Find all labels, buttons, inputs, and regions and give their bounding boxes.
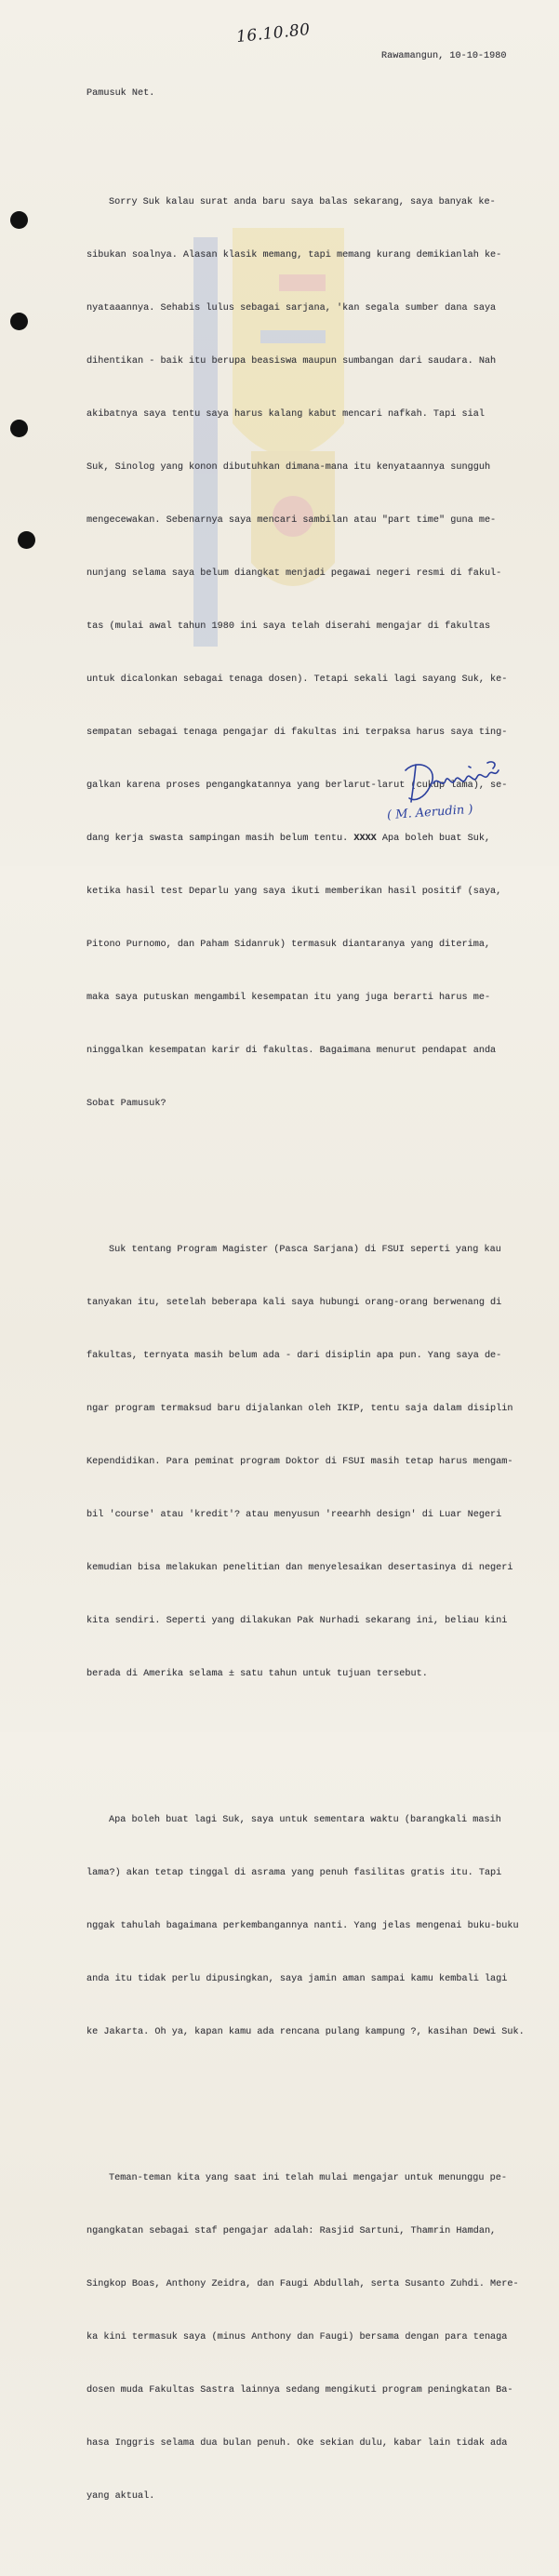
letter-line: Kependidikan. Para peminat program Doktor di FSUI masih tetap harus mengam- — [87, 1457, 513, 1467]
letter-line: Suk tentang Program Magister (Pasca Sarjana) di FSUI seperti yang kau — [109, 1245, 501, 1255]
letter-line: Singkop Boas, Anthony Zeidra, dan Faugi Abdullah, serta Susanto Zuhdi. Mere- — [87, 2279, 519, 2289]
letter-line: akibatnya saya tentu saya harus kalang kabut mencari nafkah. Tapi sial — [87, 409, 485, 420]
letter-line: ngar program termaksud baru dijalankan oleh IKIP, tentu saja dalam disiplin — [87, 1404, 513, 1414]
letter-line: Sorry Suk kalau surat anda baru saya balas sekarang, saya banyak ke- — [109, 197, 496, 207]
letter-line: Sobat Pamusuk? — [87, 1099, 166, 1109]
struck-out-text: XXXX — [353, 834, 377, 844]
letter-line: ketika hasil test Deparlu yang saya ikuti memberikan hasil positif (saya, — [87, 887, 502, 897]
punch-hole — [10, 313, 28, 330]
letter-line: bil 'course' atau 'kredit'? atau menyusun 'reearhh design' di Luar Negeri — [87, 1510, 502, 1520]
letter-line: maka saya putuskan mengambil kesempatan itu yang juga berarti harus me- — [87, 993, 491, 1003]
handwritten-signature — [391, 752, 516, 809]
punch-hole — [10, 420, 28, 437]
letter-line: mengecewakan. Sebenarnya saya mencari sambilan atau "part time" guna me- — [87, 515, 497, 526]
letter-line: ke Jakarta. Oh ya, kapan kamu ada rencana pulang kampung ?, kasihan Dewi Suk. — [87, 2027, 525, 2037]
line-segment: Apa boleh buat Suk, — [376, 834, 491, 844]
paragraph-2 — [87, 1206, 542, 1718]
letter-line: sempatan sebagai tenaga pengajar di fakultas ini terpaksa harus saya ting- — [87, 727, 508, 738]
letter-line: berada di Amerika selama ± satu tahun untuk tujuan tersebut. — [87, 1669, 428, 1679]
letter-body — [87, 105, 542, 2576]
letter-line: lama?) akan tetap tinggal di asrama yang penuh fasilitas gratis itu. Tapi — [87, 1868, 502, 1878]
letter-line: dihentikan - baik itu berupa beasiswa maupun sumbangan dari saudara. Nah — [87, 356, 497, 367]
salutation: Pamusuk Net. — [87, 88, 155, 99]
place-date: Rawamangun, 10-10-1980 — [381, 51, 507, 61]
letter-line: Apa boleh buat lagi Suk, saya untuk sementara waktu (barangkali masih — [109, 1815, 501, 1825]
paragraph-4 — [87, 2134, 542, 2541]
letter-line: Pitono Purnomo, dan Paham Sidanruk) termasuk diantaranya yang diterima, — [87, 940, 491, 950]
letter-line: yang aktual. — [87, 2491, 155, 2502]
letter-line: dosen muda Fakultas Sastra lainnya sedang mengikuti program peningkatan Ba- — [87, 2385, 513, 2396]
letter-line: hasa Inggris selama dua bulan penuh. Oke sekian dulu, kabar lain tidak ada — [87, 2438, 508, 2449]
letter-line: tanyakan itu, setelah beberapa kali saya hubungi orang-orang berwenang di — [87, 1298, 502, 1308]
letter-line: nyataaannya. Sehabis lulus sebagai sarjana, 'kan segala sumber dana saya — [87, 303, 497, 314]
letter-line: ka kini termasuk saya (minus Anthony dan Faugi) bersama dengan para tenaga — [87, 2332, 508, 2342]
letter-line: ngangkatan sebagai staf pengajar adalah: Rasjid Sartuni, Thamrin Hamdan, — [87, 2226, 497, 2236]
letter-line: Suk, Sinolog yang konon dibutuhkan dimana-mana itu kenyataannya sungguh — [87, 462, 491, 473]
letter-line: Teman-teman kita yang saat ini telah mulai mengajar untuk menunggu pe- — [109, 2173, 507, 2183]
letter-line: ninggalkan kesempatan karir di fakultas. Bagaimana menurut pendapat anda — [87, 1046, 497, 1056]
handwritten-date-note: 16.10.80 — [235, 20, 312, 47]
signature-printed-name: ( M. Aerudin ) — [386, 802, 473, 823]
letter-line: nunjang selama saya belum diangkat menjadi pegawai negeri resmi di fakul- — [87, 568, 502, 579]
letter-line-with-strikeout — [87, 830, 542, 848]
punch-hole — [18, 531, 35, 549]
letter-line: anda itu tidak perlu dipusingkan, saya jamin aman sampai kamu kembali lagi — [87, 1974, 508, 1984]
paragraph-3 — [87, 1776, 542, 2076]
punch-hole — [10, 211, 28, 229]
letter-line: fakultas, ternyata masih belum ada - dari disiplin apa pun. Yang saya de- — [87, 1351, 502, 1361]
letter-line: untuk dicalonkan sebagai tenaga dosen). Tetapi sekali lagi sayang Suk, ke- — [87, 674, 508, 685]
letter-line: kemudian bisa melakukan penelitian dan menyelesaikan desertasinya di negeri — [87, 1563, 513, 1573]
letter-line: tas (mulai awal tahun 1980 ini saya telah diserahi mengajar di fakultas — [87, 621, 491, 632]
line-segment: dang kerja swasta sampingan masih belum tentu. — [87, 834, 354, 844]
letter-line: sibukan soalnya. Alasan klasik memang, tapi memang kurang demikianlah ke- — [87, 250, 502, 260]
paragraph-1 — [87, 158, 542, 1148]
letter-line: kita sendiri. Seperti yang dilakukan Pak Nurhadi sekarang ini, beliau kini — [87, 1616, 508, 1626]
letter-line: nggak tahulah bagaimana perkembangannya nanti. Yang jelas mengenai buku-buku — [87, 1921, 519, 1931]
letter-line: galkan karena proses pengangkatannya yang berlarut-larut (cukup lama), se- — [87, 781, 508, 791]
